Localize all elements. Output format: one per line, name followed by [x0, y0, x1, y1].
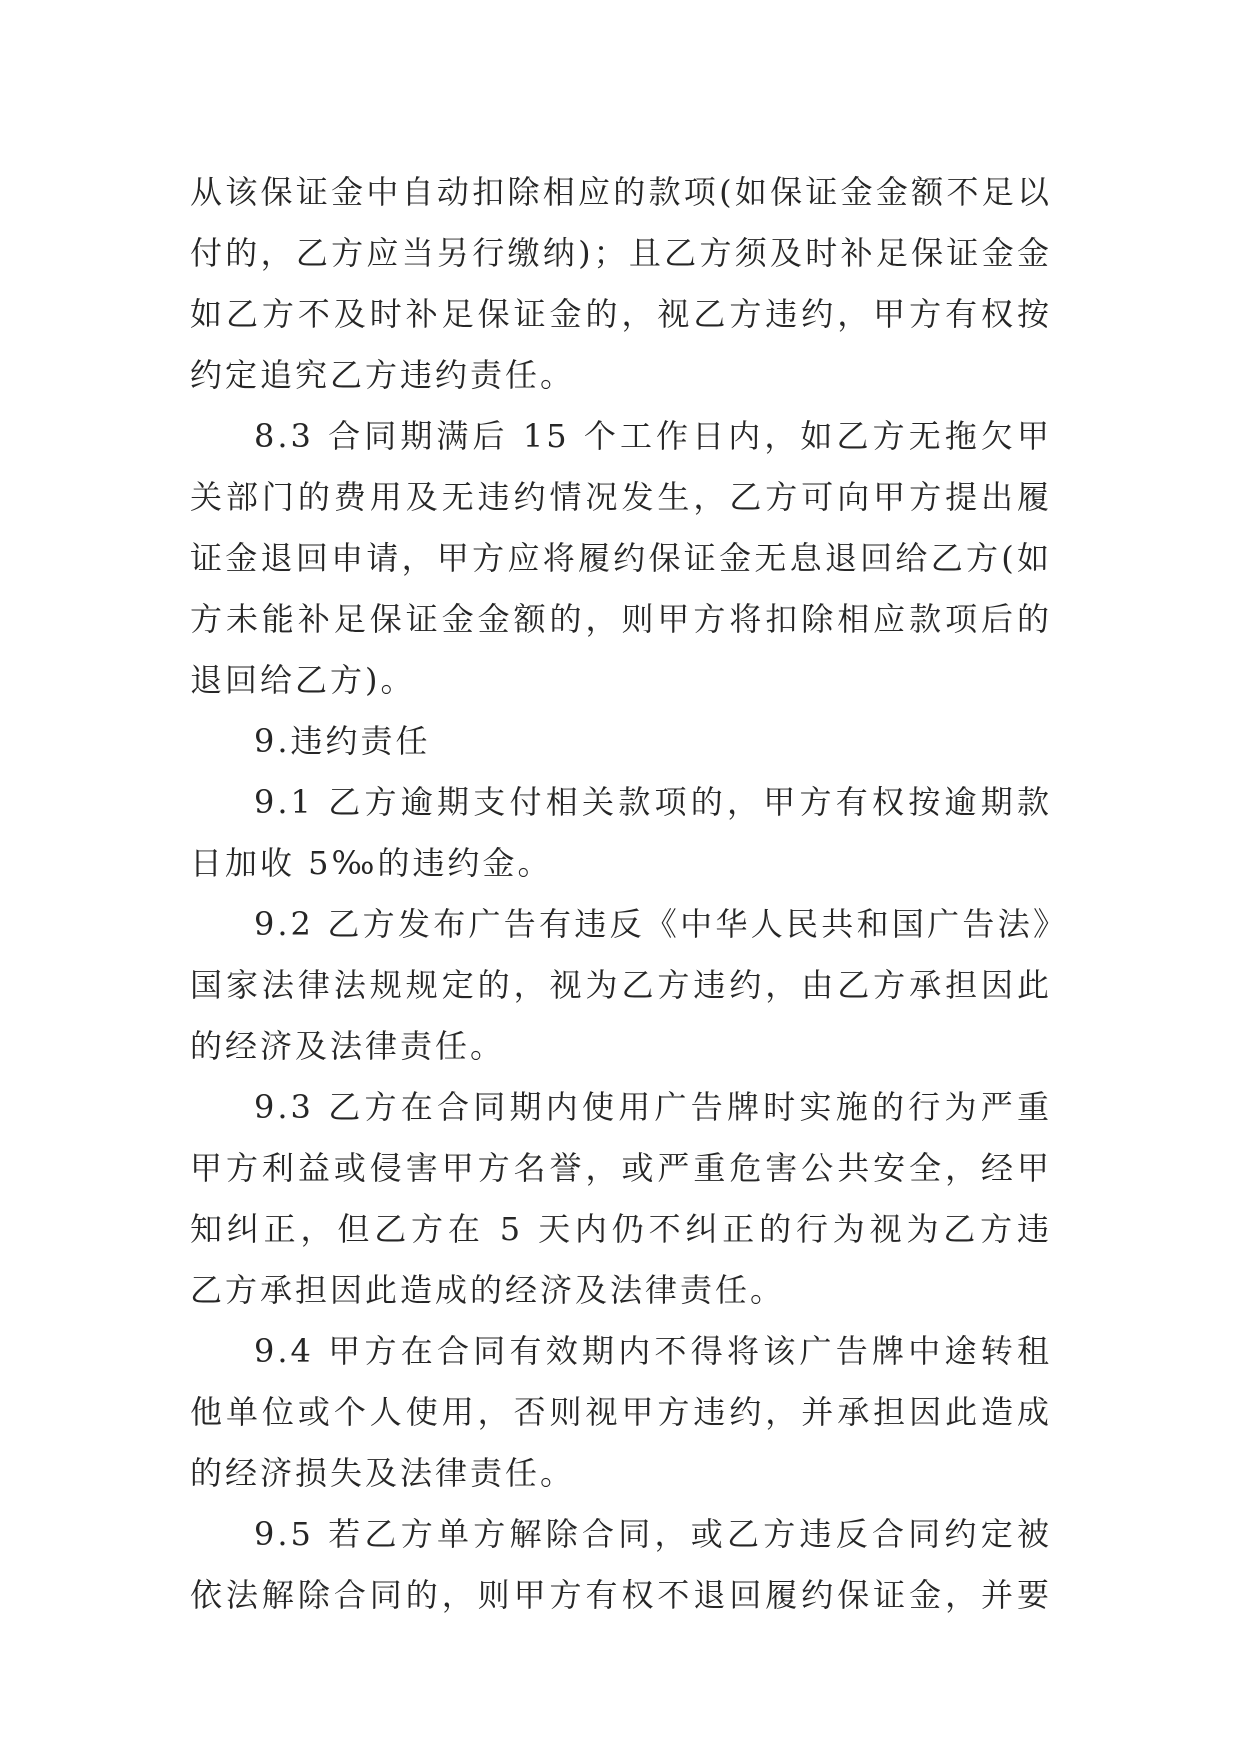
text-line: 9.4 甲方在合同有效期内不得将该广告牌中途转租: [254, 1332, 1052, 1370]
text-line: 从该保证金中自动扣除相应的款项(如保证金金额不足以: [190, 173, 1052, 211]
text-line: 方未能补足保证金金额的，则甲方将扣除相应款项后的: [190, 600, 1052, 638]
text-line: 乙方承担因此造成的经济及法律责任。: [190, 1271, 786, 1309]
text-line: 如乙方不及时补足保证金的，视乙方违约，甲方有权按: [190, 295, 1052, 333]
text-line: 9.1 乙方逾期支付相关款项的，甲方有权按逾期款: [254, 783, 1052, 821]
document-body: [190, 162, 1052, 1626]
text-line: 知纠正，但乙方在 5 天内仍不纠正的行为视为乙方违: [190, 1210, 1052, 1248]
text-line: 他单位或个人使用，否则视甲方违约，并承担因此造成: [190, 1393, 1052, 1431]
text-line: 9.2 乙方发布广告有违反《中华人民共和国广告法》: [254, 905, 1052, 943]
text-line: 付的，乙方应当另行缴纳)；且乙方须及时补足保证金金: [190, 234, 1052, 272]
text-line: 关部门的费用及无违约情况发生，乙方可向甲方提出履: [190, 478, 1052, 516]
text-line: 甲方利益或侵害甲方名誉，或严重危害公共安全，经甲: [190, 1149, 1052, 1187]
text-line: 退回给乙方)。: [190, 661, 416, 699]
text-line: 国家法律法规规定的，视为乙方违约，由乙方承担因此: [190, 966, 1052, 1004]
text-line: 依法解除合同的，则甲方有权不退回履约保证金，并要: [190, 1576, 1052, 1614]
text-line: 8.3 合同期满后 15 个工作日内，如乙方无拖欠甲: [254, 417, 1052, 455]
text-line: 约定追究乙方违约责任。: [190, 356, 576, 394]
text-line: 的经济损失及法律责任。: [190, 1454, 576, 1492]
text-line: 日加收 5‰的违约金。: [190, 844, 553, 882]
text-line: 的经济及法律责任。: [190, 1027, 506, 1065]
section-heading: 9.违约责任: [254, 722, 431, 760]
text-line: 9.3 乙方在合同期内使用广告牌时实施的行为严重: [254, 1088, 1052, 1126]
text-line: 证金退回申请，甲方应将履约保证金无息退回给乙方(如: [190, 539, 1052, 577]
text-line: 9.5 若乙方单方解除合同，或乙方违反合同约定被: [254, 1515, 1052, 1553]
